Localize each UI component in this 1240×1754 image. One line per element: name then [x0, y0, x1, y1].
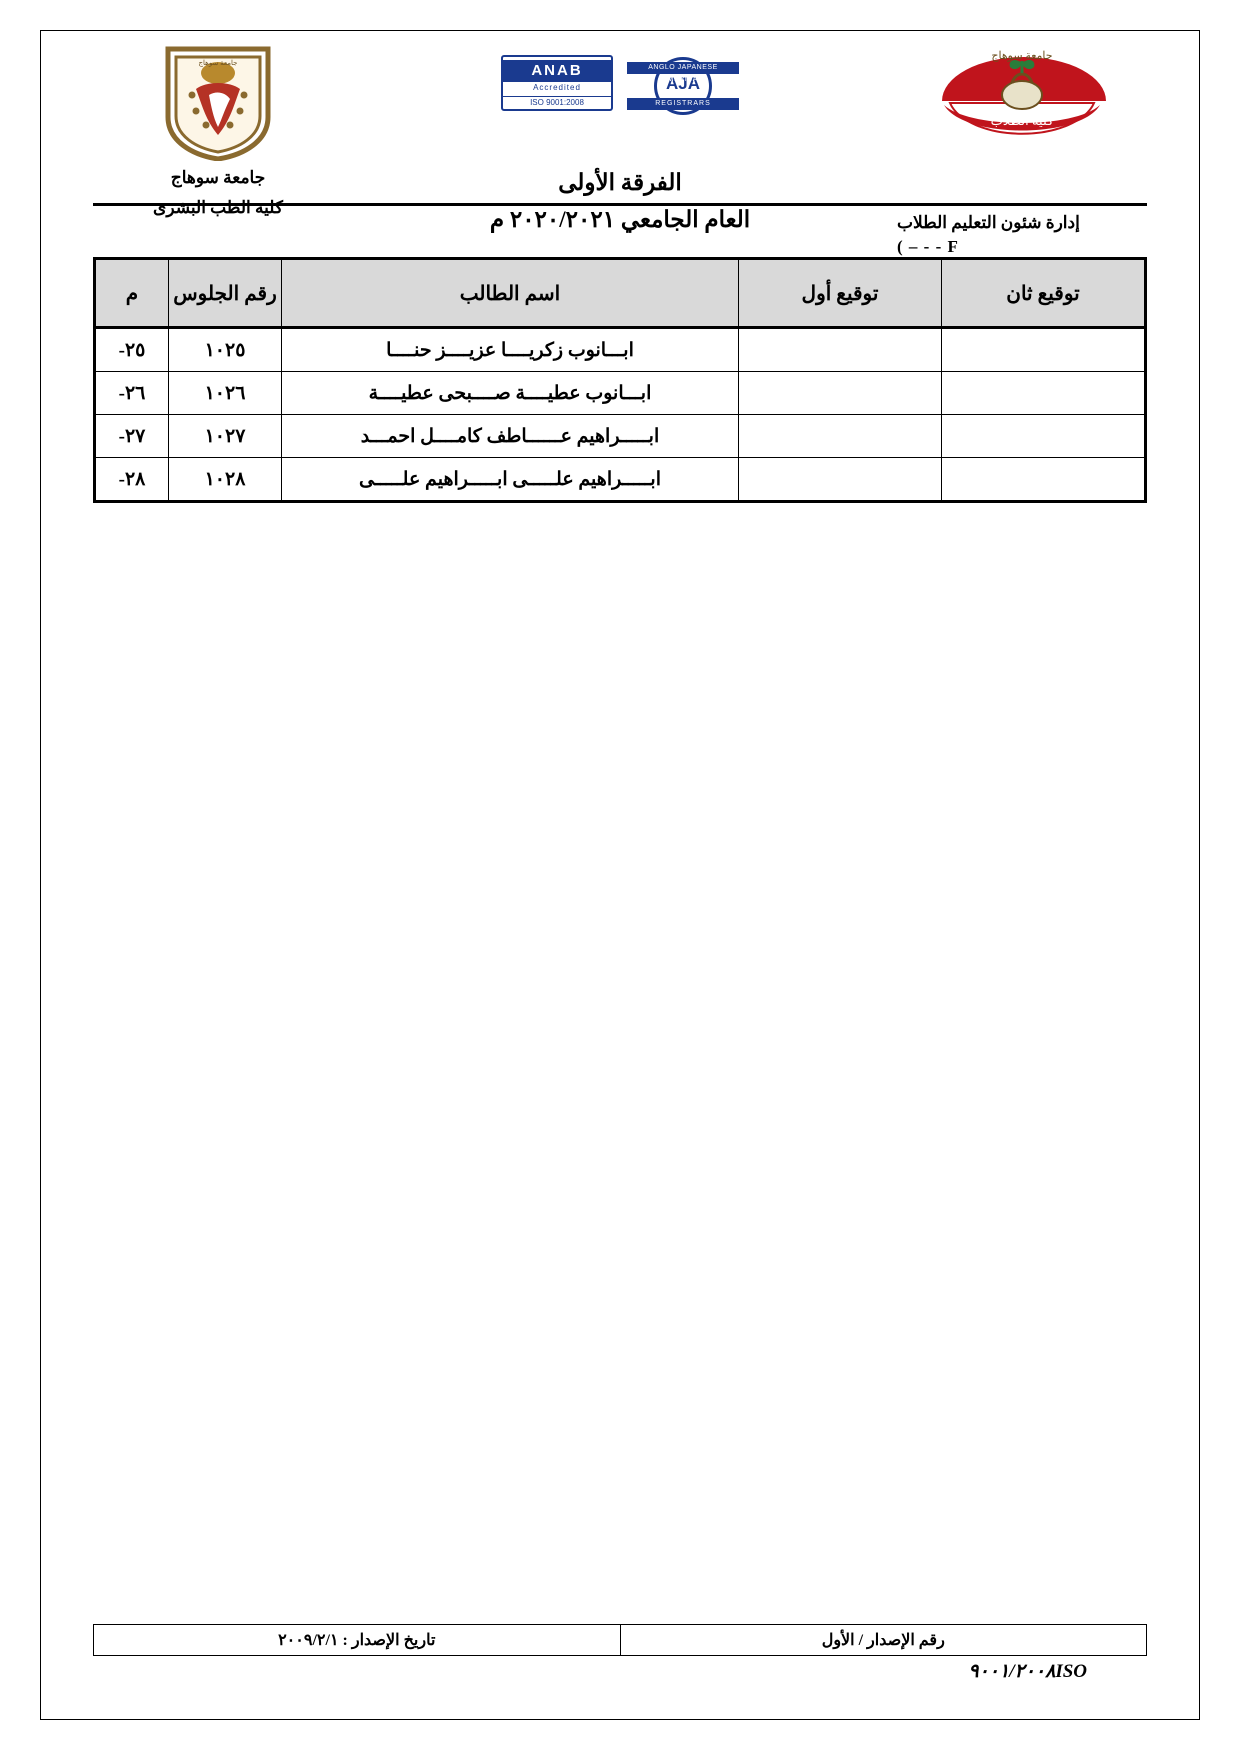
table-row — [95, 415, 1146, 458]
cell-seat-number: ١٠٢٥ — [169, 328, 282, 372]
cell-signature-one[interactable] — [739, 328, 942, 372]
document-header — [53, 43, 1187, 256]
cell-seat-number: ١٠٢٦ — [169, 372, 282, 415]
column-header-signature-two: توقيع ثان — [942, 259, 1146, 328]
cell-student-name: ابـــانوب عطيــــة صــــبحى عطيــــة — [282, 372, 739, 415]
cell-signature-two[interactable] — [942, 372, 1146, 415]
cell-student-name: ابـــــراهيم عــــــاطف كامــــل احمـــد — [282, 415, 739, 458]
cell-signature-one[interactable] — [739, 415, 942, 458]
cell-signature-two[interactable] — [942, 415, 1146, 458]
students-table-container — [93, 257, 1147, 503]
academic-year: العام الجامعي ٢٠٢٠/٢٠٢١ م — [489, 206, 751, 232]
cell-signature-two[interactable] — [942, 328, 1146, 372]
table-row — [95, 372, 1146, 415]
footer-issue-date: تاريخ الإصدار : ٢٠٠٩/٢/١ — [94, 1625, 621, 1656]
document-title: الفرقة الأولى — [558, 170, 682, 195]
footer-table — [93, 1624, 1147, 1656]
university-shield-icon — [162, 43, 274, 161]
header-row — [93, 43, 1147, 256]
aja-certification-icon — [627, 56, 739, 110]
svg-text:كلية الطلاب: كلية الطلاب — [990, 113, 1054, 128]
table-row — [95, 328, 1146, 372]
cell-signature-two[interactable] — [942, 458, 1146, 502]
document-footer — [93, 1624, 1147, 1683]
form-code: ( – - - F — [897, 237, 959, 256]
cell-signature-one[interactable] — [739, 372, 942, 415]
anab-accredited-label: Accredited — [533, 83, 581, 92]
column-header-signature-one: توقيع أول — [739, 259, 942, 328]
cell-seat-number: ١٠٢٨ — [169, 458, 282, 502]
table-header-row — [95, 259, 1146, 328]
document-page — [40, 30, 1200, 1720]
faculty-name: كلية الطب البشرى — [153, 197, 283, 217]
department-name: إدارة شئون التعليم الطلاب — [897, 213, 1080, 232]
column-header-seat-number: رقم الجلوس — [169, 259, 282, 328]
iso-label: ISO — [1055, 1661, 1087, 1682]
anab-standard-label: ISO 9001:2008 — [503, 96, 611, 107]
cell-index: ٢٧- — [95, 415, 169, 458]
cell-student-name: ابـــــراهيم علـــــى ابـــــراهيم علـــــى — [282, 458, 739, 502]
aja-bottom-band: REGISTRARS — [627, 98, 739, 110]
faculty-logo-icon — [924, 43, 1120, 153]
page-inner-frame — [53, 43, 1187, 1707]
students-roster-table — [93, 257, 1147, 503]
column-header-student-name: اسم الطالب — [282, 259, 739, 328]
footer-row — [94, 1625, 1147, 1656]
iso-certification-line — [93, 1660, 1147, 1683]
svg-text:جامعة سوهاج: جامعة سوهاج — [198, 59, 238, 67]
anab-name: ANAB — [503, 60, 611, 82]
cell-index: ٢٥- — [95, 328, 169, 372]
footer-issue-number: رقم الإصدار / الأول — [620, 1625, 1147, 1656]
anab-certification-icon — [501, 55, 613, 111]
table-header — [95, 259, 1146, 328]
header-center-block — [343, 43, 897, 239]
svg-text:جامعة سوهاج: جامعة سوهاج — [991, 50, 1053, 62]
iso-number: ٩٠٠١/٢٠٠٨ — [968, 1661, 1056, 1682]
table-row — [95, 458, 1146, 502]
table-body — [95, 328, 1146, 502]
header-department-block — [897, 43, 1147, 257]
cell-index: ٢٦- — [95, 372, 169, 415]
university-name: جامعة سوهاج — [170, 168, 266, 187]
cell-student-name: ابـــانوب زكريــــا عزيــــز حنــــا — [282, 328, 739, 372]
cell-index: ٢٨- — [95, 458, 169, 502]
column-header-index: م — [95, 259, 169, 328]
aja-top-band: ANGLO JAPANESE AMERICAN — [627, 62, 739, 74]
certification-logos — [343, 53, 897, 113]
cell-signature-one[interactable] — [739, 458, 942, 502]
header-university-block — [93, 43, 343, 220]
cell-seat-number: ١٠٢٧ — [169, 415, 282, 458]
